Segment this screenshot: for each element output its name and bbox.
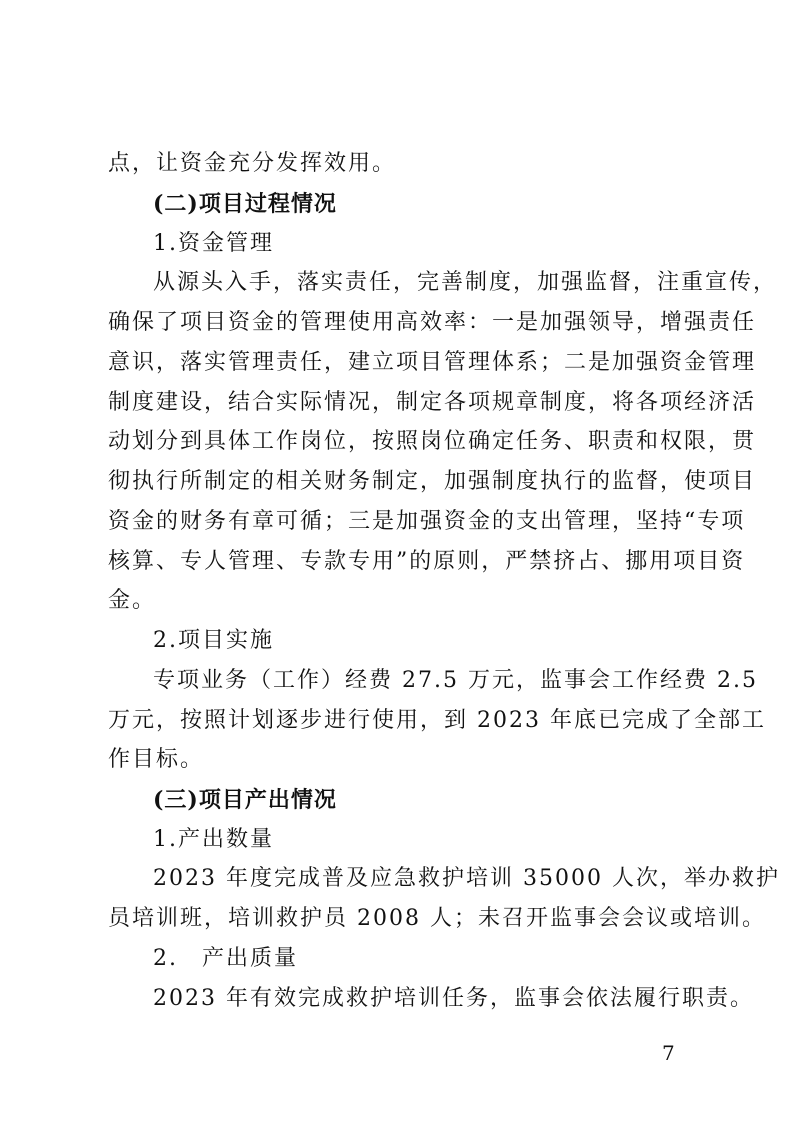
subheading-output-quantity: 1.产出数量 — [153, 827, 274, 852]
paragraph-line: 专项业务（工作）经费 27.5 万元，监事会工作经费 2.5 — [153, 668, 758, 693]
paragraph-line: 2023 年度完成普及应急救护培训 35000 人次，举办救护 — [153, 866, 780, 891]
paragraph-tail: 点，让资金充分发挥效用。 — [108, 151, 397, 176]
subheading-implementation: 2.项目实施 — [153, 628, 274, 653]
paragraph-line: 员培训班，培训救护员 2008 人；未召开监事会会议或培训。 — [108, 906, 766, 931]
page-number: 7 — [662, 1041, 675, 1065]
paragraph-line: 金。 — [108, 588, 157, 613]
paragraph-line: 2023 年有效完成救护培训任务，监事会依法履行职责。 — [153, 986, 754, 1011]
paragraph-line: 意识，落实管理责任，建立项目管理体系；二是加强资金管理 — [108, 350, 757, 375]
paragraph-line: 从源头入手，落实责任，完善制度，加强监督，注重宣传， — [153, 270, 778, 295]
paragraph-line: 确保了项目资金的管理使用高效率：一是加强领导，增强责任 — [108, 310, 757, 335]
paragraph-line: 彻执行所制定的相关财务制定，加强制度执行的监督，使项目 — [108, 469, 757, 494]
section-heading-output: (三)项目产出情况 — [153, 787, 337, 813]
paragraph-line: 核算、专人管理、专款专用”的原则，严禁挤占、挪用项目资 — [108, 549, 746, 574]
subheading-output-quality: 2. 产出质量 — [153, 946, 298, 971]
paragraph-line: 制度建设，结合实际情况，制定各项规章制度，将各项经济活 — [108, 390, 757, 415]
paragraph-line: 动划分到具体工作岗位，按照岗位确定任务、职责和权限，贯 — [108, 429, 757, 454]
section-heading-process: (二)项目过程情况 — [153, 191, 337, 217]
paragraph-line: 万元，按照计划逐步进行使用，到 2023 年底已完成了全部工 — [108, 708, 766, 733]
subheading-fund-management: 1.资金管理 — [153, 231, 274, 256]
paragraph-line: 资金的财务有章可循；三是加强资金的支出管理，坚持“专项 — [108, 509, 746, 534]
paragraph-line: 作目标。 — [108, 747, 205, 772]
